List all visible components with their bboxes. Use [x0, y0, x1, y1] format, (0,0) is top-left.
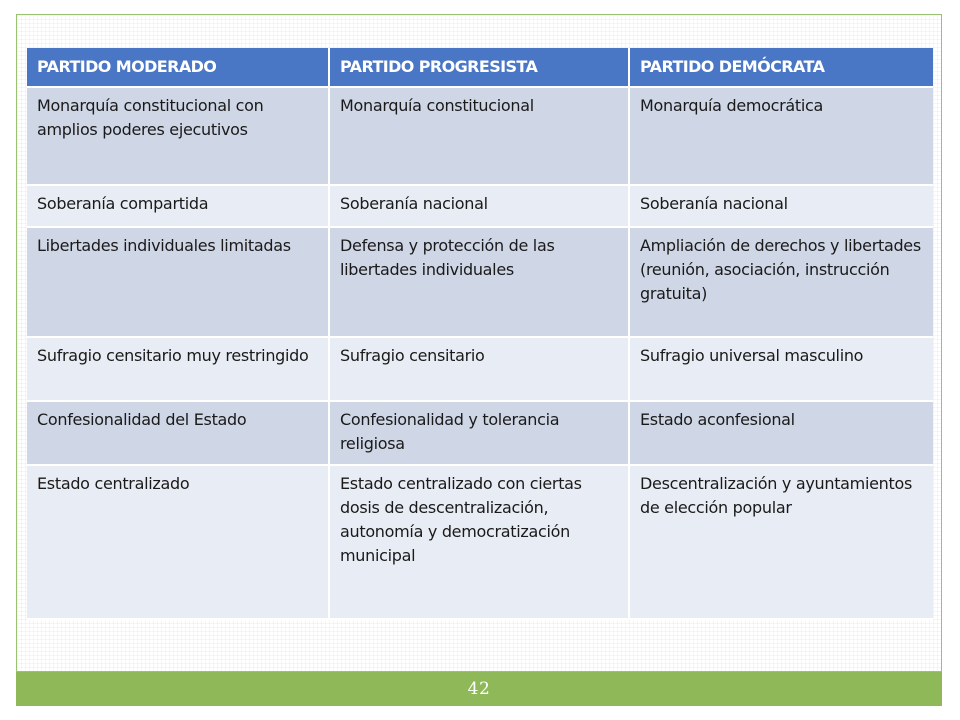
table-cell: Monarquía constitucional con amplios poderes ejecutivos — [27, 87, 329, 185]
comparison-table — [27, 48, 933, 620]
table-row — [27, 87, 933, 185]
table-cell: Estado centralizado — [27, 465, 329, 619]
table-row — [27, 337, 933, 401]
table-cell: Confesionalidad y tolerancia religiosa — [329, 401, 629, 465]
page-number: 42 — [467, 679, 491, 699]
table-cell: Soberanía nacional — [329, 185, 629, 227]
header-partido-progresista: PARTIDO PROGRESISTA — [329, 48, 629, 87]
table-cell: Defensa y protección de las libertades individuales — [329, 227, 629, 337]
table-cell: Descentralización y ayuntamientos de elección popular — [629, 465, 933, 619]
table-cell: Monarquía democrática — [629, 87, 933, 185]
table-row — [27, 401, 933, 465]
table-cell: Sufragio censitario muy restringido — [27, 337, 329, 401]
table-cell: Sufragio universal masculino — [629, 337, 933, 401]
header-partido-moderado: PARTIDO MODERADO — [27, 48, 329, 87]
table-cell: Estado centralizado con ciertas dosis de descentralización, autonomía y democratización municipal — [329, 465, 629, 619]
table-cell: Estado aconfesional — [629, 401, 933, 465]
table-cell: Ampliación de derechos y libertades (reunión, asociación, instrucción gratuita) — [629, 227, 933, 337]
table-row — [27, 465, 933, 619]
table-cell: Soberanía nacional — [629, 185, 933, 227]
table-cell: Libertades individuales limitadas — [27, 227, 329, 337]
header-partido-democrata: PARTIDO DEMÓCRATA — [629, 48, 933, 87]
table-cell: Monarquía constitucional — [329, 87, 629, 185]
table-row — [27, 227, 933, 337]
table-header-row — [27, 48, 933, 87]
footer-bar — [16, 672, 942, 706]
table-cell: Sufragio censitario — [329, 337, 629, 401]
table-cell: Soberanía compartida — [27, 185, 329, 227]
table-cell: Confesionalidad del Estado — [27, 401, 329, 465]
table-row — [27, 185, 933, 227]
